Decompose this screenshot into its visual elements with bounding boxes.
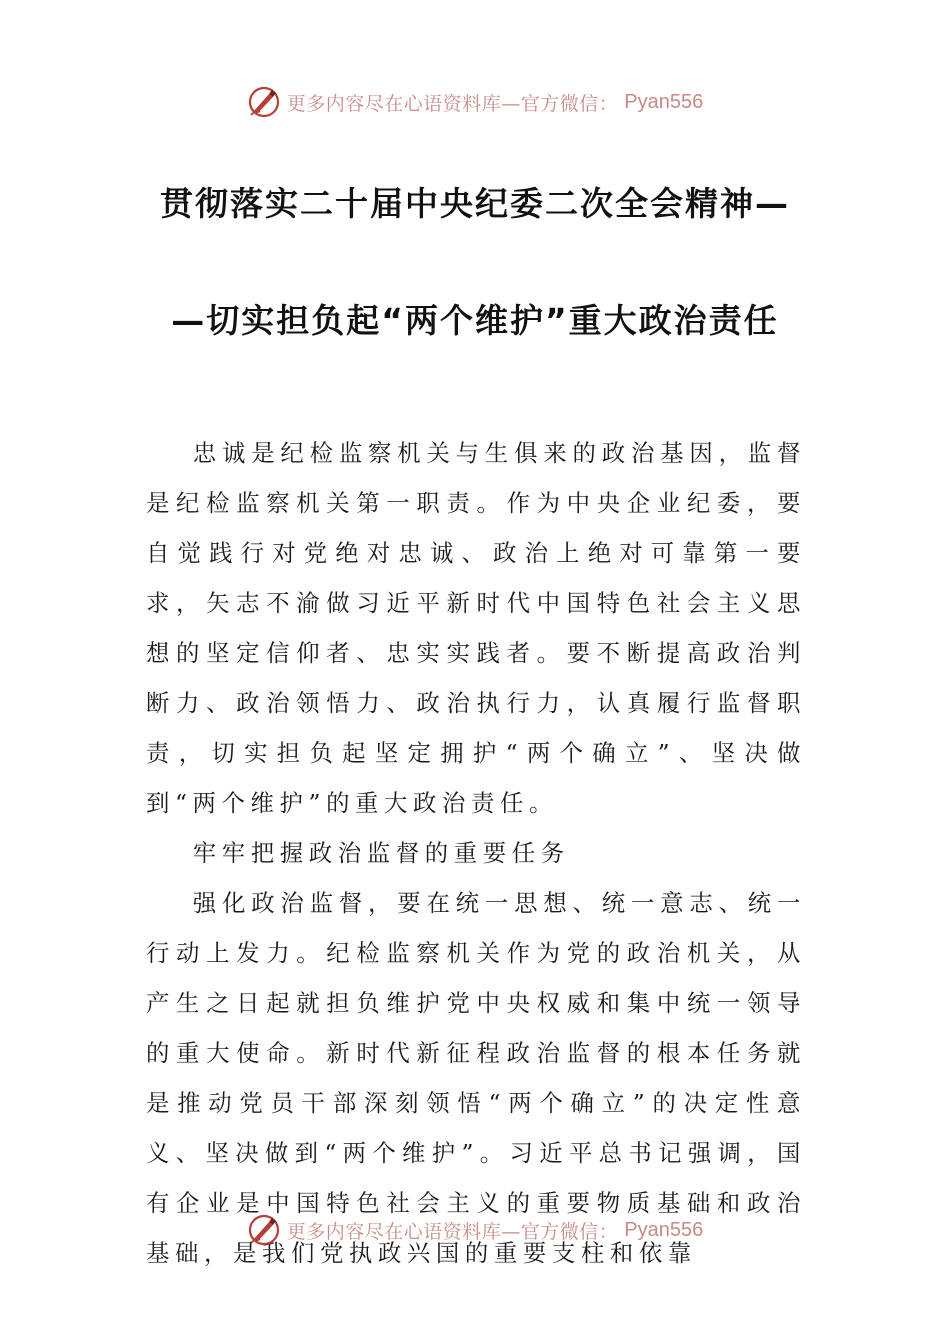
paragraph: 忠诚是纪检监察机关与生俱来的政治基因，监督是纪检监察机关第一职责。作为中央企业纪委，要自觉践行对党绝对忠诚、政治上绝对可靠第一要求，矢志不渝做习近平新时代中国特色社会主义思想的坚定信仰者、忠实实践者。要不断提高政治判断力、政治领悟力、政治执行力，认真履行监督职责，切实担负起坚定拥护“两个确立”、坚决做到“两个维护”的重大政治责任。 — [146, 439, 806, 817]
document-title-line-1: 贯彻落实二十届中央纪委二次全会精神— — [160, 184, 790, 223]
document-body — [146, 428, 806, 1278]
watermark-wechat-id: Pyan556 — [624, 1218, 704, 1241]
footer-watermark — [0, 1210, 950, 1250]
pen-logo-icon — [247, 85, 281, 119]
header-watermark — [0, 82, 950, 122]
paragraph: 强化政治监督，要在统一思想、统一意志、统一行动上发力。纪检监察机关作为党的政治机关，从产生之日起就担负维护党中央权威和集中统一领导的重大使命。新时代新征程政治监督的根本任务就是推动党员干部深刻领悟“两个确立”的决定性意义、坚决做到“两个维护”。习近平总书记强调，国有企业是中国特色社会主义的重要物质基础和政治基础，是我们党执政兴国的重要支柱和依靠 — [146, 889, 806, 1267]
watermark-wechat-id: Pyan556 — [624, 90, 704, 113]
pen-logo-icon — [247, 1213, 281, 1247]
watermark-text: 更多内容尽在心语资料库—官方微信： — [286, 1220, 619, 1243]
document-title-line-2: —切实担负起“两个维护”重大政治责任 — [171, 301, 779, 340]
watermark-text: 更多内容尽在心语资料库—官方微信： — [286, 92, 619, 115]
section-heading: 牢牢把握政治监督的重要任务 — [192, 839, 570, 867]
